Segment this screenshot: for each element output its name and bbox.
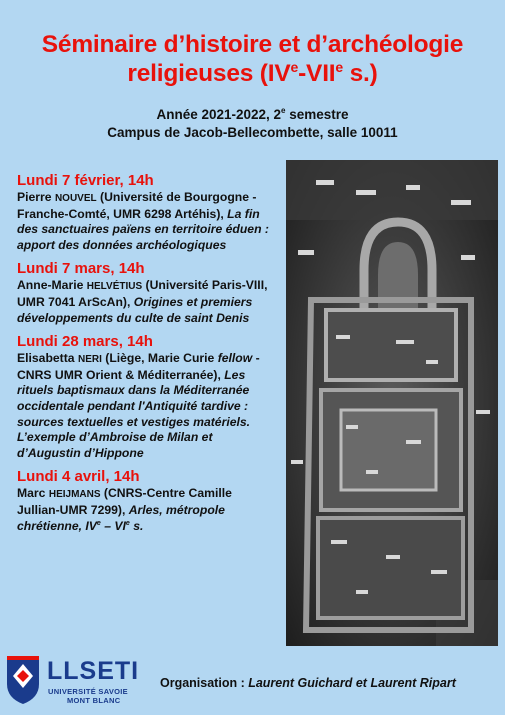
speaker-affiliation: (Université de Bourgogne - Franche-Comté, UMR 6298 Artéhis), (17, 190, 257, 221)
talk-date: Lundi 4 avril, 14h (17, 468, 140, 486)
speaker-affiliation-fellow: fellow (217, 351, 253, 366)
title-sup: e (290, 59, 299, 75)
talk-description (17, 486, 277, 534)
logo-university: UNIVERSITÉ SAVOIE (48, 687, 128, 696)
organisation-names: Laurent Guichard et Laurent Ripart (248, 676, 456, 690)
title-text: s.) (343, 60, 378, 87)
speaker-affiliation: (Liège, Marie Curie (101, 351, 218, 366)
talk-item (17, 171, 277, 253)
talk-title-text: s. (129, 518, 144, 533)
talk-title-text: – VI (100, 518, 126, 533)
talk-date: Lundi 7 mars, 14h (17, 260, 145, 278)
talk-item (17, 259, 277, 326)
talk-title-text: Arles, métropole chrétienne, IV (17, 502, 225, 533)
seminar-title (0, 30, 505, 88)
speaker-last-name: NERI (77, 354, 102, 366)
talk-title: Origines et premiers développements du culte de saint Denis (17, 294, 253, 325)
shield-icon (5, 654, 41, 706)
speaker-first-name: Pierre (17, 190, 55, 204)
talk-title: La fin des sanctuaires païens en territoire éduen : apport des données archéologiques (17, 206, 269, 252)
excavation-photo-drawing (286, 160, 498, 646)
logo-name: LLSETI (47, 657, 140, 685)
organisation-label: Organisation : (160, 676, 249, 690)
talk-item (17, 332, 277, 461)
llseti-logo (5, 650, 140, 710)
organisation-credit (160, 675, 456, 691)
talk-list (17, 171, 277, 540)
speaker-affiliation: (CNRS-Centre Camille Jullian-UMR 7299), (17, 486, 232, 517)
speaker-first-name: Elisabetta (17, 351, 78, 366)
speaker-last-name: HELVÉTIUS (86, 281, 143, 293)
speaker-affiliation: (Université Paris-VIII, UMR 7041 ArScAn), (17, 278, 268, 309)
title-line-1: Séminaire d’histoire et d’archéologie (41, 31, 464, 58)
speaker-first-name: Anne-Marie (17, 278, 87, 293)
speaker-last-name: NOUVEL (54, 193, 97, 204)
talk-title-sup: e (125, 519, 130, 527)
year-text: semestre (285, 107, 349, 122)
seminar-subtitle (0, 106, 505, 142)
logo-university-line2: MONT BLANC (67, 696, 121, 705)
talk-date: Lundi 7 février, 14h (17, 172, 154, 189)
talk-title: Les rituels baptismaux dans la Méditerranée occidentale pendant l'Antiquité tardive : sources textuelles et vestiges matériels. L’exemple d’Ambroise de Milan et d’Augustin d’Hippone (17, 367, 251, 460)
talk-title-sup: e (96, 519, 101, 527)
academic-year (0, 106, 505, 124)
speaker-last-name: HEIJMANS (48, 489, 101, 501)
title-sup: e (335, 59, 344, 75)
speaker-affiliation: - CNRS UMR Orient & Méditerranée), (17, 351, 260, 382)
year-text: Année 2021-2022, 2 (156, 107, 282, 122)
title-line-2 (0, 59, 505, 88)
talk-date: Lundi 28 mars, 14h (17, 333, 153, 351)
speaker-first-name: Marc (17, 486, 49, 501)
talk-item (17, 467, 277, 534)
location: Campus de Jacob-Bellecombette, salle 10011 (107, 125, 398, 140)
excavation-aerial-photo (286, 160, 498, 646)
talk-description (17, 190, 277, 253)
title-text: religieuses (IV (127, 60, 291, 87)
year-sup: e (281, 106, 286, 115)
talk-description (17, 351, 277, 461)
title-text: -VII (298, 60, 336, 87)
talk-description (17, 278, 277, 326)
